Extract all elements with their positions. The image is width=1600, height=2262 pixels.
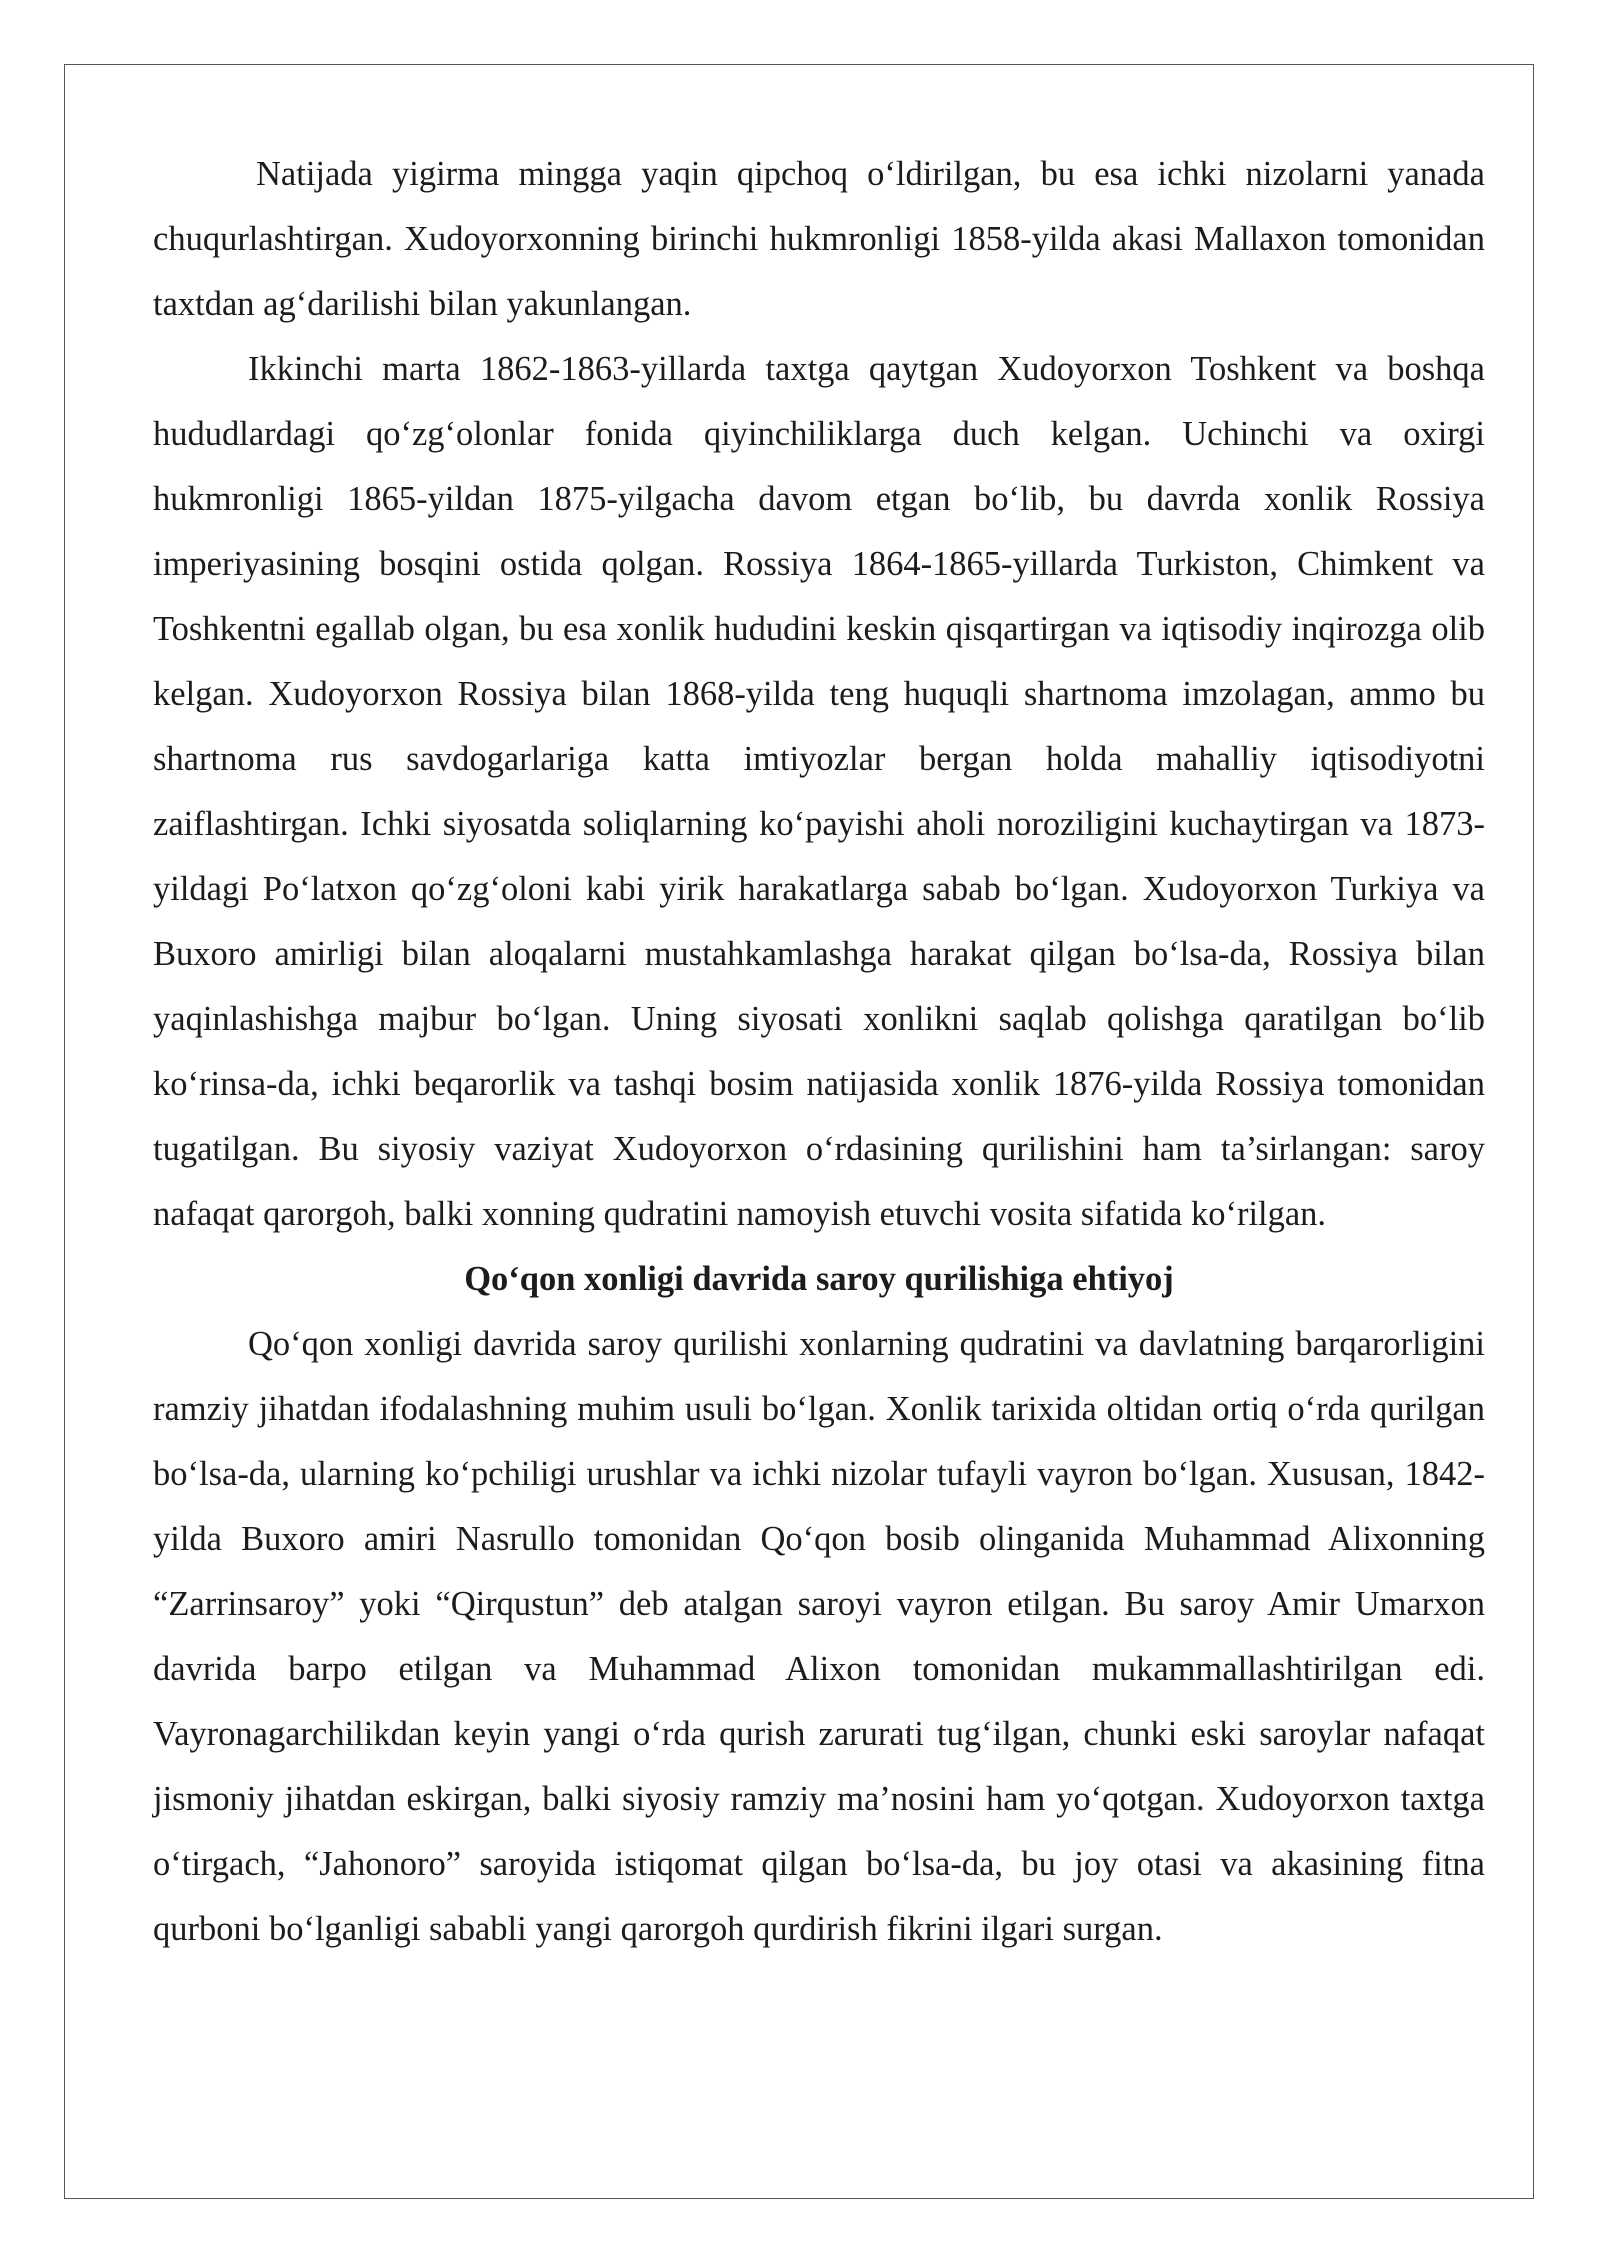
- paragraph-3: Qo‘qon xonligi davrida saroy qurilishi xonlarning qudratini va davlatning barqarorligini ramziy jihatdan ifodalashning muhim usuli bo‘lgan. Xonlik tarixida oltidan ortiq o‘rda qurilgan bo‘lsa-da, ularning ko‘pchiligi urushlar va ichki nizolar tufayli vayron bo‘lgan. Xususan, 1842-yilda Buxoro amiri Nasrullo tomonidan Qo‘qon bosib olinganida Muhammad Alixonning “Zarrinsaroy” yoki “Qirqustun” deb atalgan saroyi vayron etilgan. Bu saroy Amir Umarxon davrida barpo etilgan va Muhammad Alixon tomonidan mukammallashtirilgan edi. Vayronagarchilikdan keyin yangi o‘rda qurish zarurati tug‘ilgan, chunki eski saroylar nafaqat jismoniy jihatdan eskirgan, balki siyosiy ramziy ma’nosini ham yo‘qotgan. Xudoyorxon taxtga o‘tirgach, “Jahonoro” saroyida istiqomat qilgan bo‘lsa-da, bu joy otasi va akasining fitna qurboni bo‘lganligi sababli yangi qarorgoh qurdirish fikrini ilgari surgan.: [153, 1325, 1485, 1948]
- section-heading: Qo‘qon xonligi davrida saroy qurilishiga ehtiyoj: [464, 1260, 1174, 1298]
- document-body: [153, 142, 1485, 1962]
- paragraph-2: Ikkinchi marta 1862-1863-yillarda taxtga qaytgan Xudoyorxon Toshkent va boshqa hududlardagi qo‘zg‘olonlar fonida qiyinchiliklarga duch kelgan. Uchinchi va oxirgi hukmronligi 1865-yildan 1875-yilgacha davom etgan bo‘lib, bu davrda xonlik Rossiya imperiyasining bosqini ostida qolgan. Rossiya 1864-1865-yillarda Turkiston, Chimkent va Toshkentni egallab olgan, bu esa xonlik hududini keskin qisqartirgan va iqtisodiy inqirozga olib kelgan. Xudoyorxon Rossiya bilan 1868-yilda teng huquqli shartnoma imzolagan, ammo bu shartnoma rus savdogarlariga katta imtiyozlar bergan holda mahalliy iqtisodiyotni zaiflashtirgan. Ichki siyosatda soliqlarning ko‘payishi aholi noroziligini kuchaytirgan va 1873-yildagi Po‘latxon qo‘zg‘oloni kabi yirik harakatlarga sabab bo‘lgan. Xudoyorxon Turkiya va Buxoro amirligi bilan aloqalarni mustahkamlashga harakat qilgan bo‘lsa-da, Rossiya bilan yaqinlashishga majbur bo‘lgan. Uning siyosati xonlikni saqlab qolishga qaratilgan bo‘lib ko‘rinsa-da, ichki beqarorlik va tashqi bosim natijasida xonlik 1876-yilda Rossiya tomonidan tugatilgan. Bu siyosiy vaziyat Xudoyorxon o‘rdasining qurilishini ham ta’sirlangan: saroy nafaqat qarorgoh, balki xonning qudratini namoyish etuvchi vosita sifatida ko‘rilgan.: [153, 350, 1485, 1233]
- paragraph-1: Natijada yigirma mingga yaqin qipchoq o‘ldirilgan, bu esa ichki nizolarni yanada chuqurlashtirgan. Xudoyorxonning birinchi hukmronligi 1858-yilda akasi Mallaxon tomonidan taxtdan ag‘darilishi bilan yakunlangan.: [153, 155, 1485, 323]
